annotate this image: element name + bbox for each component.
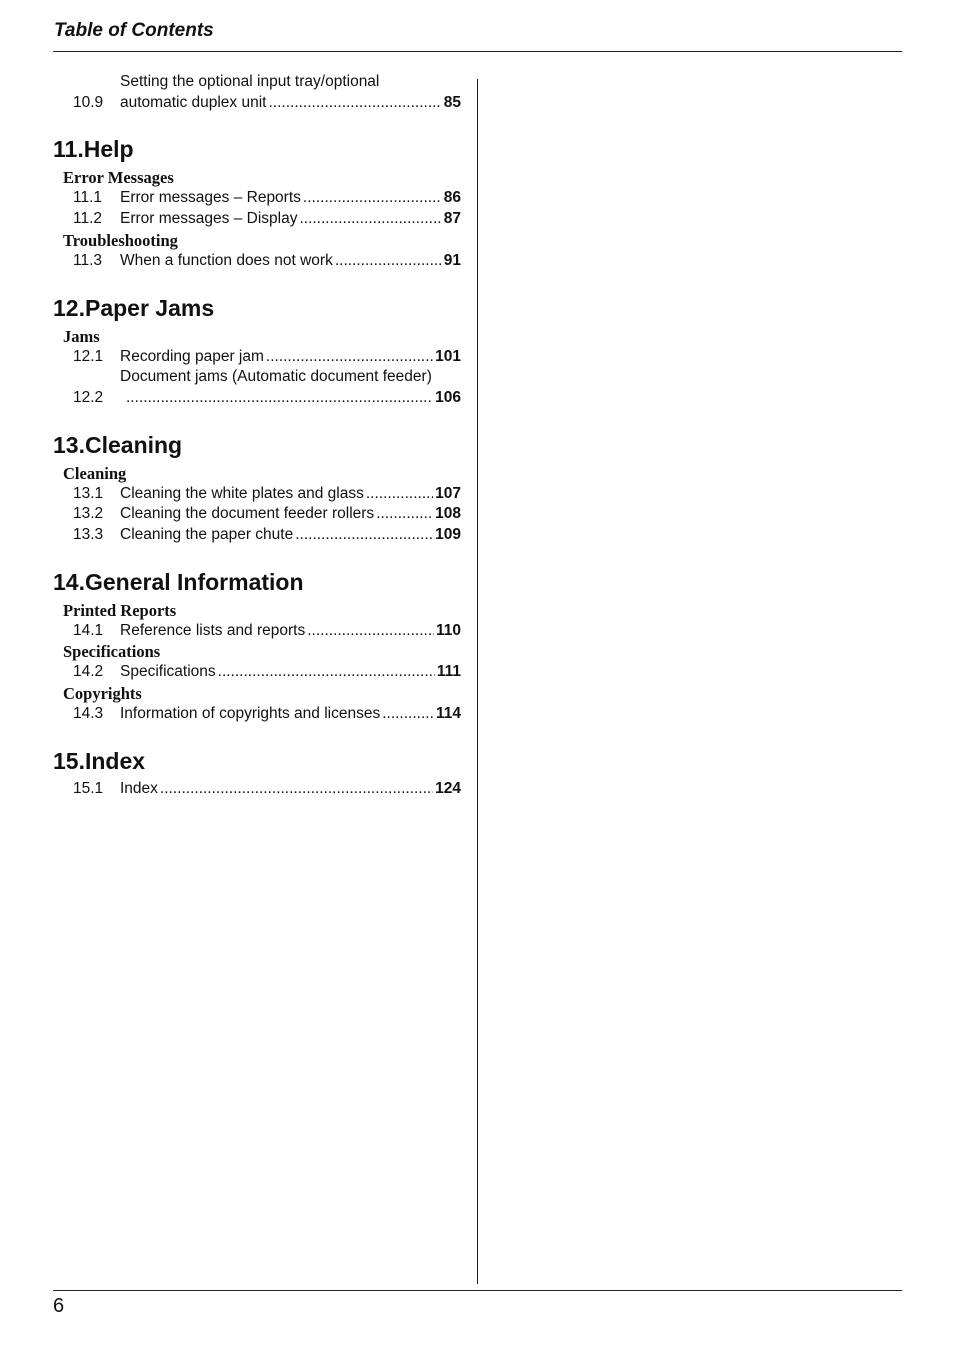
footer-rule bbox=[53, 1290, 902, 1291]
toc-entry-number: 14.1 bbox=[73, 621, 104, 639]
toc-entry-text: Information of copyrights and licenses bbox=[120, 705, 381, 723]
toc-entry-number: 14.3 bbox=[73, 705, 104, 723]
dot-leader bbox=[382, 704, 434, 725]
section-group-label: Printed Reports bbox=[63, 600, 177, 620]
toc-entry[interactable] bbox=[53, 188, 461, 209]
dot-leader bbox=[295, 525, 433, 546]
dot-leader bbox=[307, 621, 434, 642]
table-of-contents bbox=[53, 72, 461, 800]
chapter-number: 13. bbox=[53, 431, 85, 458]
toc-entry-page: 111 bbox=[436, 663, 461, 681]
dot-leader bbox=[266, 347, 433, 368]
chapter-heading[interactable] bbox=[53, 294, 461, 322]
column-divider bbox=[477, 79, 478, 1284]
section-group-label: Cleaning bbox=[63, 463, 127, 483]
dot-leader bbox=[299, 209, 441, 230]
toc-entry-text-line1: Setting the optional input tray/optional bbox=[120, 73, 380, 90]
chapter-title: Paper Jams bbox=[84, 294, 215, 321]
dot-leader bbox=[366, 484, 433, 505]
toc-entry-number: 11.1 bbox=[73, 189, 103, 207]
toc-entry-text: Cleaning the paper chute bbox=[120, 526, 294, 544]
dot-leader bbox=[160, 779, 433, 800]
chapter-number: 14. bbox=[53, 568, 85, 595]
toc-entry-page: 114 bbox=[435, 705, 461, 723]
header-rule bbox=[53, 51, 902, 52]
section-group-label: Jams bbox=[63, 326, 100, 346]
toc-entry[interactable] bbox=[53, 779, 461, 800]
chapter-title: Help bbox=[83, 136, 134, 163]
toc-entry-number: 10.9 bbox=[73, 93, 104, 111]
toc-entry-text: When a function does not work bbox=[120, 251, 333, 269]
chapter-title: Cleaning bbox=[84, 431, 183, 458]
chapter-heading[interactable] bbox=[53, 568, 461, 596]
running-header-title: Table of Contents bbox=[54, 20, 214, 41]
section-group-label: Troubleshooting bbox=[63, 230, 178, 250]
chapter-number: 11. bbox=[53, 136, 84, 163]
toc-entry-page: 87 bbox=[443, 210, 461, 228]
toc-entry-text-line2: automatic duplex unit bbox=[120, 93, 267, 111]
toc-entry-number: 11.3 bbox=[73, 251, 103, 269]
toc-entry-page: 101 bbox=[435, 347, 461, 365]
toc-entry-page: 85 bbox=[443, 93, 461, 111]
toc-entry[interactable] bbox=[53, 484, 461, 505]
toc-entry-number: 12.2 bbox=[73, 388, 104, 406]
section-group-label: Copyrights bbox=[63, 684, 142, 704]
toc-entry-text: Recording paper jam bbox=[120, 347, 264, 365]
dot-leader bbox=[268, 93, 441, 114]
chapter-title: General Information bbox=[84, 568, 304, 595]
toc-entry-page: 86 bbox=[443, 189, 461, 207]
toc-entry[interactable] bbox=[53, 704, 461, 725]
toc-entry-number: 13.3 bbox=[73, 526, 104, 544]
toc-entry-text: Reference lists and reports bbox=[120, 621, 306, 639]
toc-entry-text: Document jams (Automatic document feeder) bbox=[120, 368, 432, 386]
toc-entry-number: 11.2 bbox=[73, 210, 103, 228]
toc-entry-text: Cleaning the document feeder rollers bbox=[120, 505, 375, 523]
dot-leader bbox=[218, 662, 435, 683]
toc-entry[interactable] bbox=[53, 621, 461, 642]
toc-entry-number: 13.1 bbox=[73, 484, 104, 502]
dot-leader bbox=[303, 188, 442, 209]
toc-entry-page: 110 bbox=[435, 621, 461, 639]
toc-entry-page: 109 bbox=[435, 526, 461, 544]
chapter-heading[interactable] bbox=[53, 135, 461, 163]
toc-entry-page: 124 bbox=[435, 779, 461, 797]
dot-leader bbox=[126, 388, 433, 409]
page-number: 6 bbox=[53, 1295, 65, 1317]
toc-entry-page: 108 bbox=[435, 505, 461, 523]
chapter-heading[interactable] bbox=[53, 747, 461, 775]
toc-entry-text: Specifications bbox=[120, 663, 216, 681]
toc-entry-number: 15.1 bbox=[73, 779, 104, 797]
chapter-list bbox=[53, 135, 461, 799]
toc-entry-text: Cleaning the white plates and glass bbox=[120, 484, 364, 502]
toc-entry-number: 14.2 bbox=[73, 663, 104, 681]
chapter-number: 12. bbox=[53, 294, 85, 321]
toc-entry[interactable] bbox=[53, 367, 461, 408]
toc-entry-page: 107 bbox=[435, 484, 461, 502]
toc-entry[interactable] bbox=[53, 662, 461, 683]
toc-entry[interactable] bbox=[53, 347, 461, 368]
toc-entry[interactable] bbox=[53, 251, 461, 272]
chapter-title: Index bbox=[84, 747, 146, 774]
toc-entry[interactable] bbox=[53, 209, 461, 230]
section-group-label: Error Messages bbox=[63, 168, 174, 188]
toc-entry-page: 106 bbox=[435, 388, 461, 406]
toc-entry-text: Error messages – Reports bbox=[120, 189, 301, 207]
toc-entry-page: 91 bbox=[443, 251, 461, 269]
section-group-label: Specifications bbox=[63, 642, 161, 662]
toc-entry[interactable] bbox=[53, 504, 461, 525]
toc-entry-text: Error messages – Display bbox=[120, 210, 298, 228]
dot-leader bbox=[335, 251, 442, 272]
chapter-heading[interactable] bbox=[53, 431, 461, 459]
dot-leader bbox=[376, 504, 433, 525]
toc-entry-10-9[interactable] bbox=[53, 72, 461, 113]
toc-entry-number: 13.2 bbox=[73, 505, 104, 523]
toc-entry-number: 12.1 bbox=[73, 347, 104, 365]
toc-entry[interactable] bbox=[53, 525, 461, 546]
toc-entry-text: Index bbox=[120, 779, 158, 797]
chapter-number: 15. bbox=[53, 747, 85, 774]
